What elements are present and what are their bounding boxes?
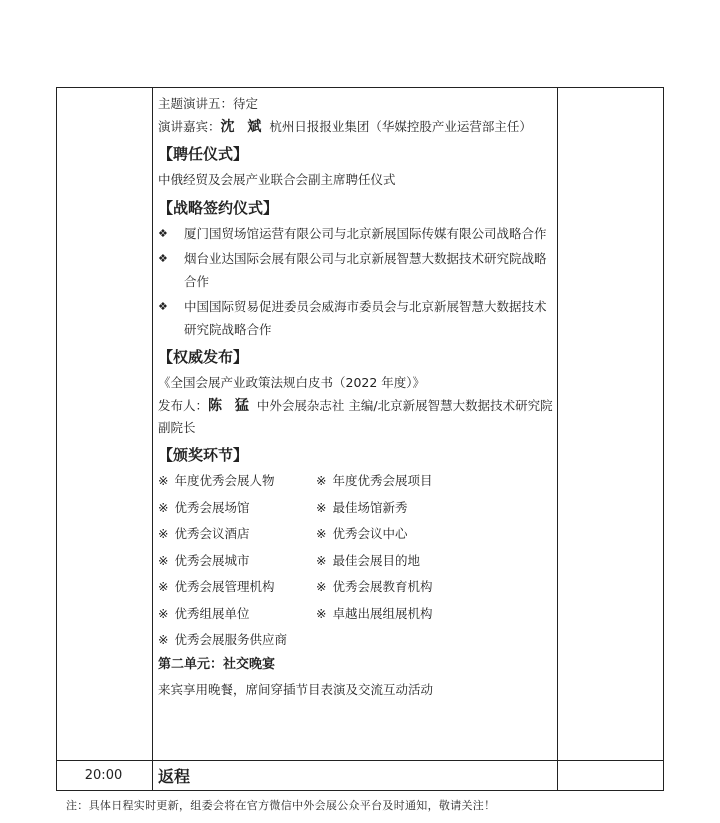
speech5-title: 主题演讲五：待定 [158, 96, 259, 111]
program-content [158, 92, 554, 702]
award-item: ※ 优秀会展场馆 [158, 499, 250, 515]
award-item: ※ 最佳场馆新秀 [316, 499, 408, 515]
final-row-time: 20:00 [84, 768, 123, 783]
appointment-title: 【聘任仪式】 [158, 145, 249, 163]
awards-title: 【颁奖环节】 [158, 446, 249, 464]
award-item: ※ 最佳会展目的地 [316, 552, 420, 568]
award-item: ※ 优秀会展服务供应商 [158, 632, 287, 647]
award-item: ※ 卓越出展组展机构 [316, 605, 433, 621]
award-mark-icon: ※ [316, 499, 327, 515]
unit2-text: 来宾享用晚餐，席间穿插节目表演及交流互动活动 [158, 681, 434, 697]
appointment-text: 中俄经贸及会展产业联合会副主席聘任仪式 [158, 172, 396, 187]
column-divider-time [152, 88, 153, 790]
award-item: ※ 年度优秀会展项目 [316, 473, 433, 488]
award-item: ※ 优秀会议中心 [316, 526, 408, 541]
signing-title: 【战略签约仪式】 [158, 199, 279, 217]
signing-item-text: 中国国际贸易促进委员会威海市委员会与北京新展智慧大数据技术研究院战略合作 [184, 299, 547, 337]
award-mark-icon: ※ [316, 552, 327, 568]
unit2-title: 第二单元：社交晚宴 [158, 656, 276, 672]
award-mark-icon: ※ [158, 552, 169, 568]
speech5-speaker [158, 116, 554, 138]
diamond-bullet-icon: ❖ [158, 252, 168, 265]
award-mark-icon: ※ [316, 473, 327, 488]
award-item: ※ 优秀会展管理机构 [158, 579, 275, 594]
award-item: ※ 优秀会议酒店 [158, 526, 250, 541]
footnote: 注：具体日程实时更新，组委会将在官方微信中外会展公众平台及时通知，敬请关注！ [66, 799, 496, 812]
speaker-name: 沈 斌 [220, 119, 266, 135]
release-title: 【权威发布】 [158, 348, 249, 366]
signing-item-text: 厦门国贸场馆运营有限公司与北京新展国际传媒有限公司战略合作 [184, 226, 547, 241]
signing-item [158, 295, 554, 341]
publisher-org: 中外会展杂志社 主编/北京新展智慧大数据技术研究院 副院长 [158, 398, 553, 435]
column-divider-notes [557, 88, 558, 790]
award-mark-icon: ※ [316, 579, 327, 594]
award-mark-icon: ※ [158, 499, 169, 515]
signing-item [158, 247, 554, 293]
award-mark-icon: ※ [158, 473, 169, 488]
release-publisher [158, 395, 554, 439]
award-mark-icon: ※ [158, 526, 169, 541]
signing-item-text: 烟台业达国际会展有限公司与北京新展智慧大数据技术研究院战略合作 [184, 251, 547, 289]
signing-item [158, 222, 554, 245]
award-mark-icon: ※ [158, 605, 169, 621]
award-item: ※ 年度优秀会展人物 [158, 473, 275, 488]
award-item: ※ 优秀组展单位 [158, 605, 250, 621]
diamond-bullet-icon: ❖ [158, 300, 168, 313]
award-mark-icon: ※ [158, 579, 169, 594]
award-item: ※ 优秀会展教育机构 [316, 579, 433, 594]
publisher-name: 陈 猛 [208, 398, 253, 414]
speaker-prefix: 演讲嘉宾： [158, 119, 221, 134]
publisher-prefix: 发布人： [158, 398, 209, 413]
award-item: ※ 优秀会展城市 [158, 552, 250, 568]
release-book: 《全国会展产业政策法规白皮书（2022 年度）》 [158, 375, 426, 390]
award-mark-icon: ※ [316, 605, 327, 621]
diamond-bullet-icon: ❖ [158, 227, 168, 240]
award-mark-icon: ※ [158, 632, 169, 647]
speaker-org: 杭州日报报业集团（华媒控股产业运营部主任） [269, 119, 532, 134]
awards-list [158, 469, 554, 652]
final-row-label: 返程 [158, 767, 191, 786]
award-mark-icon: ※ [316, 526, 327, 541]
